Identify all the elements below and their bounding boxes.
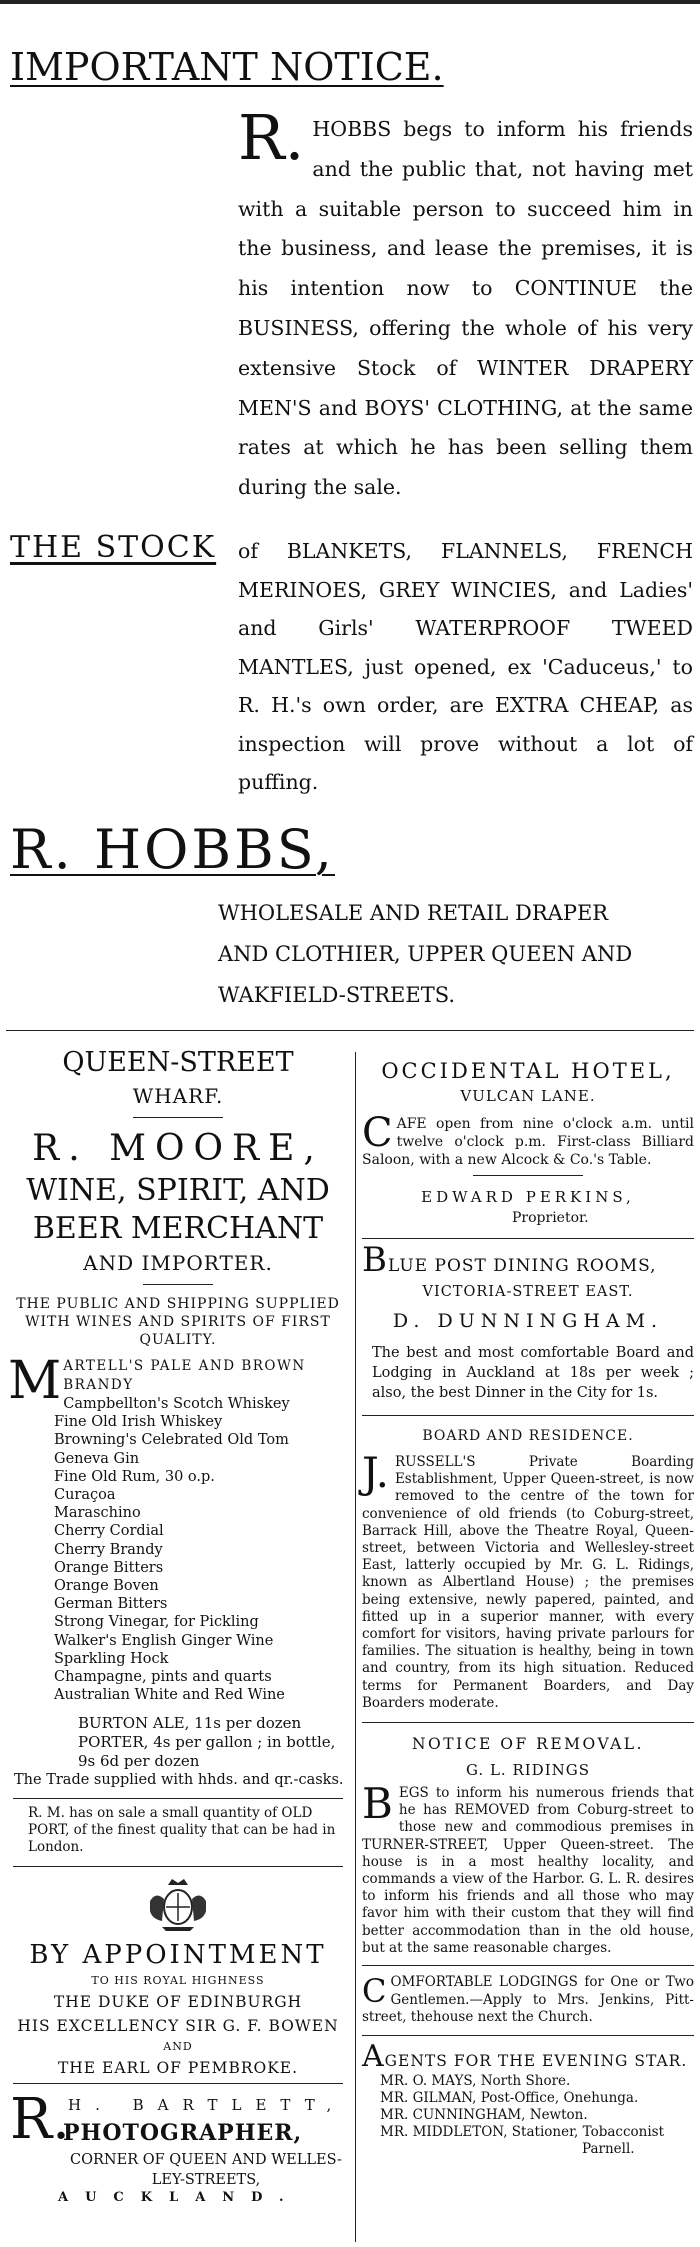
bartlett-dropcap: R. [10, 2087, 70, 2153]
list-item: Fine Old Rum, 30 o.p. [54, 1468, 215, 1485]
appointment-rule [13, 1866, 343, 1867]
hobbs-line-3: WAKFIELD-STREETS. [218, 983, 456, 1007]
board-rule [362, 1415, 694, 1416]
spirits-list [8, 1395, 348, 1704]
list-item: Cherry Cordial [54, 1523, 164, 1540]
wharf-line-2: WHARF. [132, 1084, 224, 1108]
old-port-note: R. M. has on sale a small quantity of OLD PORT, of the finest quality that can be had in London. [28, 1805, 336, 1856]
list-item: Geneva Gin [54, 1450, 140, 1467]
bluepost-body: The best and most comfortable Board and Lodging in Auckland at 18s per week ; also, the best Dinner in the City for 1s. [372, 1345, 694, 1401]
bartlett-advert [8, 2087, 348, 2190]
removal-text: EGS to inform his numerous friends that he has REMOVED from Coburg-street to those new and commodious premises in TURNER-STREET, Upper Queen-street. The house is in a most healthy locality, and commands a view of the Harbor. G. L. R. desires to inform his friends and all those who may favor him with their custom that they will find better accommodation than in the old house, but at the same reasonable charges. [362, 1785, 694, 1956]
list-item: German Bitters [54, 1596, 168, 1613]
notice-text: HOBBS begs to inform his friends and the public that, not having met with a suitable person to succeed him in the business, and lease the premises, it is his intention now to CONTINUE the BUSINESS, offering the whole of his very extensive Stock of WINTER DRAPERY MEN'S and BOYS' CLOTHING, at the same rates at which he has been selling them during the sale. [238, 117, 693, 500]
stock-body [238, 532, 693, 802]
moore-line-2: BEER MERCHANT [32, 1211, 324, 1246]
hotel-lane: VULCAN LANE. [460, 1087, 596, 1105]
agents-title [362, 2038, 694, 2074]
importer-rule [143, 1284, 213, 1285]
hotel-title: OCCIDENTAL HOTEL, [381, 1059, 675, 1083]
list-item: Campbellton's Scotch Whiskey [63, 1396, 290, 1412]
hotel-proprietor-name: EDWARD PERKINS, [421, 1188, 635, 1206]
list-item: MR. CUNNINGHAM, Newton. [380, 2106, 588, 2123]
removal-title: NOTICE OF REMOVAL. [411, 1735, 645, 1754]
bluepost-name: D. DUNNINGHAM. [392, 1310, 664, 1332]
agents-parnell: Parnell. [582, 2140, 635, 2157]
hotel-text: AFE open from nine o'clock a.m. until twelve o'clock p.m. First-class Billiard Saloon, with a new Alcock & Co.'s Table. [362, 1116, 694, 1168]
list-item: Maraschino [54, 1505, 141, 1522]
notice-title: IMPORTANT NOTICE. [10, 45, 444, 89]
bluepost-street: VICTORIA-STREET EAST. [422, 1284, 634, 1300]
removal-body [362, 1779, 694, 1957]
stock-text: of BLANKETS, FLANNELS, FRENCH MERINOES, GREY WINCIES, and Ladies' and Girls' WATERPROOF TWEED MANTLES, just opened, ex 'Caduceus,' to R. H.'s own order, are EXTRA CHEAP, as inspection will prove without a lot of puffing. [238, 539, 693, 794]
column-divider [355, 1052, 356, 2242]
bluepost-rule [362, 1238, 694, 1239]
trade-note: The Trade supplied with hhds. and qr.-casks. [14, 1772, 344, 1789]
removal-rule [362, 1722, 694, 1723]
list-item: Strong Vinegar, for Pickling [54, 1614, 259, 1631]
burton-ale: BURTON ALE, 11s per dozen [78, 1714, 302, 1733]
agents-list [362, 2073, 694, 2141]
moore-line-1: WINE, SPIRIT, AND [26, 1173, 330, 1208]
moore-public-note: THE PUBLIC AND SHIPPING SUPPLIED WITH WINES AND SPIRITS OF FIRST QUALITY. [16, 1296, 340, 1348]
appointment-title: BY APPOINTMENT [29, 1940, 327, 1971]
list-item: MR. O. MAYS, North Shore. [380, 2072, 571, 2089]
bluepost-title [362, 1240, 694, 1280]
bartlett-rule [13, 2083, 343, 2084]
list-item: Curaçoa [54, 1487, 116, 1504]
section-divider [6, 1030, 694, 1031]
bluepost-dropcap: B [362, 1240, 388, 1280]
hotel-proprietor: Proprietor. [512, 1210, 589, 1226]
hobbs-name: R. HOBBS, [10, 818, 335, 881]
bartlett-city: AUCKLAND. [58, 2190, 301, 2206]
lodgings-text: OMFORTABLE LODGINGS for One or Two Gentlemen.—Apply to Mrs. Jenkins, Pitt-street, thehouse next the Church. [362, 1974, 694, 2026]
royal-crest-icon [142, 1877, 214, 1933]
lodgings-body [362, 1974, 694, 2027]
appointment-duke: THE DUKE OF EDINBURGH [53, 1993, 303, 2012]
hobbs-line-1: WHOLESALE AND RETAIL DRAPER [218, 901, 609, 925]
moore-name: R. MOORE, [32, 1128, 324, 1169]
bluepost-title-text: LUE POST DINING ROOMS, [388, 1256, 657, 1276]
board-dropcap: J. [362, 1448, 389, 1497]
agents-rule [362, 2035, 694, 2036]
martell-section [8, 1351, 348, 1704]
board-body [362, 1448, 694, 1712]
right-column [362, 1045, 694, 2158]
notice-dropcap: R. [238, 101, 305, 174]
wharf-rule [133, 1117, 223, 1118]
lodgings-rule [362, 1965, 694, 1966]
bartlett-name: H. BARTLETT, [68, 2096, 346, 2115]
lodgings-dropcap: C [362, 1972, 387, 2011]
removal-dropcap: B [362, 1779, 393, 1829]
list-item: MR. MIDDLETON, Stationer, Tobacconist [380, 2123, 665, 2140]
hobbs-description [218, 893, 693, 1016]
appointment-excellency: HIS EXCELLENCY SIR G. F. BOWEN [17, 2017, 339, 2036]
stock-heading: THE STOCK [10, 530, 217, 565]
hotel-rule [473, 1175, 583, 1176]
porter-price: PORTER, 4s per gallon ; in bottle, 9s 6d per dozen [78, 1733, 336, 1771]
bartlett-address [66, 2150, 346, 2190]
board-text: RUSSELL'S Private Boarding Establishment, Upper Queen-street, is now removed to the centre of the town for convenience of old friends (to Coburg-street, Barrack Hill, above the Theatre Royal, Queen-street, between Victoria and Wellesley-street East, latterly occupied by Mr. G. L. Ridings, known as Albertland House) ; the premises being extensive, newly papered, painted, and fitted up in a superior manner, with every comfort for visitors, having private parlours for families. The situation is healthy, being in town and country, from its high situation. Reduced terms for Permanent Boarders, and Day Boarders moderate. [362, 1454, 694, 1711]
hotel-body [362, 1110, 694, 1169]
notice-body [238, 101, 693, 508]
list-item: Orange Bitters [54, 1559, 164, 1576]
bartlett-address-line-1: CORNER OF QUEEN AND WELLES- [70, 2152, 342, 2169]
bartlett-photographer: PHOTOGRAPHER, [63, 2120, 303, 2147]
left-column [8, 1045, 348, 2205]
board-title: BOARD AND RESIDENCE. [422, 1428, 634, 1444]
list-item: Walker's English Ginger Wine [54, 1632, 274, 1649]
appointment-and: AND [163, 2040, 193, 2054]
list-item: Browning's Celebrated Old Tom [54, 1432, 289, 1449]
trade-rule [13, 1798, 343, 1799]
appointment-earl: THE EARL OF PEMBROKE. [57, 2059, 299, 2078]
hobbs-line-2: AND CLOTHIER, UPPER QUEEN AND [218, 942, 633, 966]
wharf-line-1: QUEEN-STREET [62, 1047, 294, 1078]
list-item: Champagne, pints and quarts [54, 1669, 272, 1686]
appointment-to: TO HIS ROYAL HIGHNESS [91, 1974, 265, 1988]
list-item: Orange Boven [54, 1578, 159, 1595]
list-item: MR. GILMAN, Post-Office, Onehunga. [380, 2089, 639, 2106]
agents-dropcap: A [362, 2038, 385, 2074]
list-item: Cherry Brandy [54, 1541, 163, 1558]
martell-dropcap: M [8, 1351, 62, 1411]
bartlett-address-line-2: LEY-STREETS, [151, 2172, 261, 2189]
list-item: Sparkling Hock [54, 1650, 169, 1667]
hotel-dropcap: C [362, 1110, 393, 1156]
agents-title-text: GENTS FOR THE EVENING STAR. [384, 2051, 688, 2070]
top-rule [0, 0, 700, 4]
removal-name: G. L. RIDINGS [465, 1761, 591, 1780]
moore-importer: AND IMPORTER. [83, 1251, 273, 1275]
list-item: Fine Old Irish Whiskey [54, 1414, 223, 1431]
martell-heading: ARTELL'S PALE AND BROWN BRANDY [63, 1358, 306, 1393]
list-item: Australian White and Red Wine [54, 1687, 285, 1704]
